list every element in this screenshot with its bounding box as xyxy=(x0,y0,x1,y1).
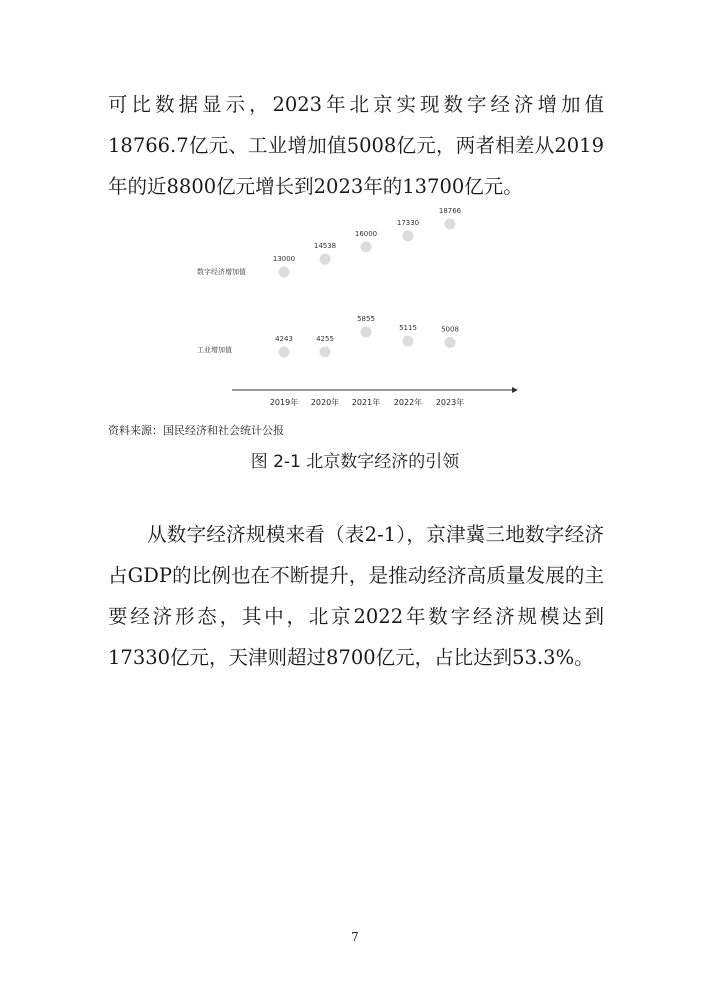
data-point xyxy=(445,219,456,230)
data-point xyxy=(403,336,414,347)
data-label: 14538 xyxy=(313,242,337,251)
x-tick-label: 2022年 xyxy=(393,398,423,407)
data-label: 17330 xyxy=(396,218,420,227)
figure-caption: 图 2-1 北京数字经济的引领 xyxy=(250,452,460,472)
data-point xyxy=(320,254,331,265)
data-point xyxy=(361,327,372,338)
data-point xyxy=(279,267,290,278)
paragraph-scale: 从数字经济规模来看（表2-1），京津冀三地数字经济占GDP的比例也在不断提升，是推动经济高质量发展的主要经济形态，其中，北京2022年数字经济规模达到17330亿元，天津则超过8700亿元，占比达到53.3%。 xyxy=(108,523,604,669)
x-tick-label: 2023年 xyxy=(435,398,465,407)
data-label: 4255 xyxy=(316,334,334,343)
data-point xyxy=(403,230,414,241)
data-label: 16000 xyxy=(354,230,378,239)
data-label: 13000 xyxy=(272,255,296,263)
data-label: 4243 xyxy=(275,335,293,343)
series-label: 数字经济增加值 xyxy=(197,268,246,276)
data-point xyxy=(445,337,456,348)
page-number: 7 xyxy=(351,930,359,944)
data-label: 18766 xyxy=(438,207,462,215)
figure-source: 资料来源：国民经济和社会统计公报 xyxy=(108,424,284,437)
paragraph-intro: 可比数据显示，2023年北京实现数字经济增加值18766.7亿元、工业增加值5008亿元，两者相差从2019年的近8800亿元增长到2023年的13700亿元。 xyxy=(108,93,604,198)
data-label: 5855 xyxy=(357,315,375,323)
x-tick-label: 2019年 xyxy=(269,398,299,407)
x-tick-label: 2021年 xyxy=(351,398,381,407)
data-label: 5115 xyxy=(399,324,417,333)
data-label: 5008 xyxy=(441,325,459,334)
x-axis-arrow xyxy=(512,387,518,393)
series-label: 工业增加值 xyxy=(197,346,232,354)
digital-economy-chart xyxy=(190,204,530,414)
data-point xyxy=(361,242,372,253)
data-point xyxy=(320,346,331,357)
data-point xyxy=(279,347,290,358)
chart-svg xyxy=(190,204,530,414)
x-tick-label: 2020年 xyxy=(310,398,340,407)
